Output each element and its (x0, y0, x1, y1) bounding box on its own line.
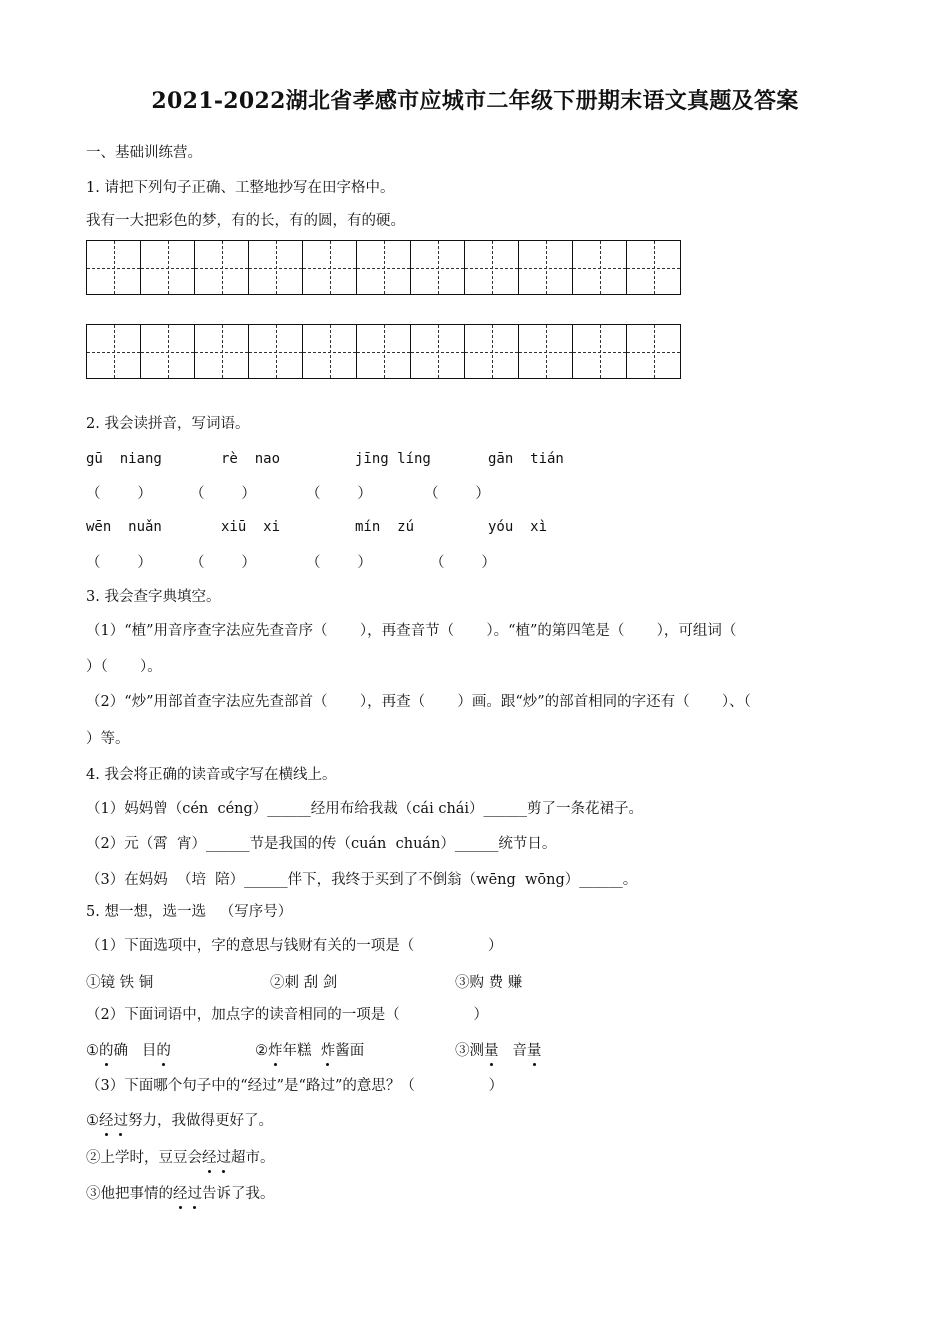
option-1: ①的确 目的 (86, 1039, 171, 1060)
q3-line-2: （2）“炒”用部首查字法应先查部首（ ），再查（ ）画。跟“炒”的部首相同的字还有（ ）、（ (86, 694, 751, 710)
pinyin-8: yóu xì (488, 519, 548, 535)
option-3: ③他把事情的经过告诉了我。 (86, 1182, 275, 1203)
tianzige-cell[interactable] (194, 240, 249, 295)
tianzige-cell[interactable] (194, 324, 249, 379)
pinyin-4: gān tián (488, 451, 564, 467)
tianzige-cell[interactable] (626, 240, 681, 295)
q5-sub-2: （2）下面词语中，加点字的读音相同的一项是（ ） (86, 1007, 488, 1023)
q5-sub-1: （1）下面选项中，字的意思与钱财有关的一项是（ ） (86, 938, 503, 954)
q4-line-1: （1）妈妈曾（cén céng）______经用布给我裁（cái chái）______剪了一条花裙子。 (86, 801, 644, 817)
tianzige-row-1[interactable] (86, 240, 681, 295)
answer-blank[interactable]: （ ） (86, 486, 152, 502)
q4-line-2: （2）元（霄 宵）______节是我国的传（cuán chuán）______统节日。 (86, 836, 557, 852)
option-1: ①镜 铁 铜 (86, 975, 154, 991)
option-2: ②刺 刮 剑 (270, 975, 338, 991)
answer-blank[interactable]: （ ） (424, 486, 490, 502)
tianzige-cell[interactable] (626, 324, 681, 379)
tianzige-cell[interactable] (518, 240, 573, 295)
answer-blank[interactable]: （ ） (190, 486, 256, 502)
q5-sub-3: （3）下面哪个句子中的“经过”是“路过”的意思？（ ） (86, 1078, 504, 1094)
page-title: 2021-2022湖北省孝感市应城市二年级下册期末语文真题及答案 (151, 88, 799, 114)
pinyin-2: rè nao (221, 451, 281, 467)
tianzige-cell[interactable] (86, 324, 141, 379)
answer-blank[interactable]: （ ） (306, 555, 372, 571)
tianzige-cell[interactable] (464, 240, 519, 295)
tianzige-row-2[interactable] (86, 324, 681, 379)
q3-line-2b: ）等。 (86, 731, 130, 747)
option-2: ②炸年糕 炸酱面 (255, 1039, 364, 1060)
pinyin-7: mín zú (355, 519, 415, 535)
tianzige-cell[interactable] (464, 324, 519, 379)
answer-blank[interactable]: （ ） (86, 555, 152, 571)
pinyin-3: jīng líng (355, 451, 431, 467)
answer-blank[interactable]: （ ） (306, 486, 372, 502)
tianzige-cell[interactable] (248, 240, 303, 295)
tianzige-cell[interactable] (572, 240, 627, 295)
section-heading: 一、基础训练营。 (86, 145, 202, 161)
tianzige-cell[interactable] (140, 240, 195, 295)
tianzige-cell[interactable] (410, 324, 465, 379)
answer-blank[interactable]: （ ） (190, 555, 256, 571)
option-3: ③测量 音量 (455, 1039, 541, 1060)
tianzige-cell[interactable] (248, 324, 303, 379)
tianzige-cell[interactable] (140, 324, 195, 379)
q4-prompt: 4. 我会将正确的读音或字写在横线上。 (86, 767, 337, 783)
q4-line-3: （3）在妈妈 （培 陪）______伴下，我终于买到了不倒翁（wēng wōng）______。 (86, 872, 638, 888)
tianzige-cell[interactable] (356, 324, 411, 379)
q2-prompt: 2. 我会读拼音，写词语。 (86, 416, 250, 432)
tianzige-cell[interactable] (302, 324, 357, 379)
pinyin-6: xiū xi (221, 519, 281, 535)
option-1: ①经过努力，我做得更好了。 (86, 1109, 273, 1130)
tianzige-cell[interactable] (302, 240, 357, 295)
q1-prompt: 1. 请把下列句子正确、工整地抄写在田字格中。 (86, 180, 395, 196)
q1-sentence: 我有一大把彩色的梦，有的长，有的圆，有的硬。 (86, 213, 405, 229)
q5-prompt: 5. 想一想，选一选 （写序号） (86, 904, 293, 920)
q3-line-1: （1）“植”用音序查字法应先查音序（ ），再查音节（ ）。“植”的第四笔是（ ），可组词（ (86, 623, 737, 639)
tianzige-cell[interactable] (410, 240, 465, 295)
pinyin-1: gū niang (86, 451, 162, 467)
tianzige-cell[interactable] (356, 240, 411, 295)
pinyin-5: wēn nuǎn (86, 519, 162, 535)
q3-prompt: 3. 我会查字典填空。 (86, 589, 221, 605)
option-3: ③购 费 赚 (455, 975, 523, 991)
answer-blank[interactable]: （ ） (430, 555, 496, 571)
tianzige-cell[interactable] (86, 240, 141, 295)
q3-line-1b: ）（ ）。 (86, 659, 162, 675)
tianzige-cell[interactable] (572, 324, 627, 379)
tianzige-cell[interactable] (518, 324, 573, 379)
option-2: ②上学时，豆豆会经过超市。 (86, 1146, 275, 1167)
